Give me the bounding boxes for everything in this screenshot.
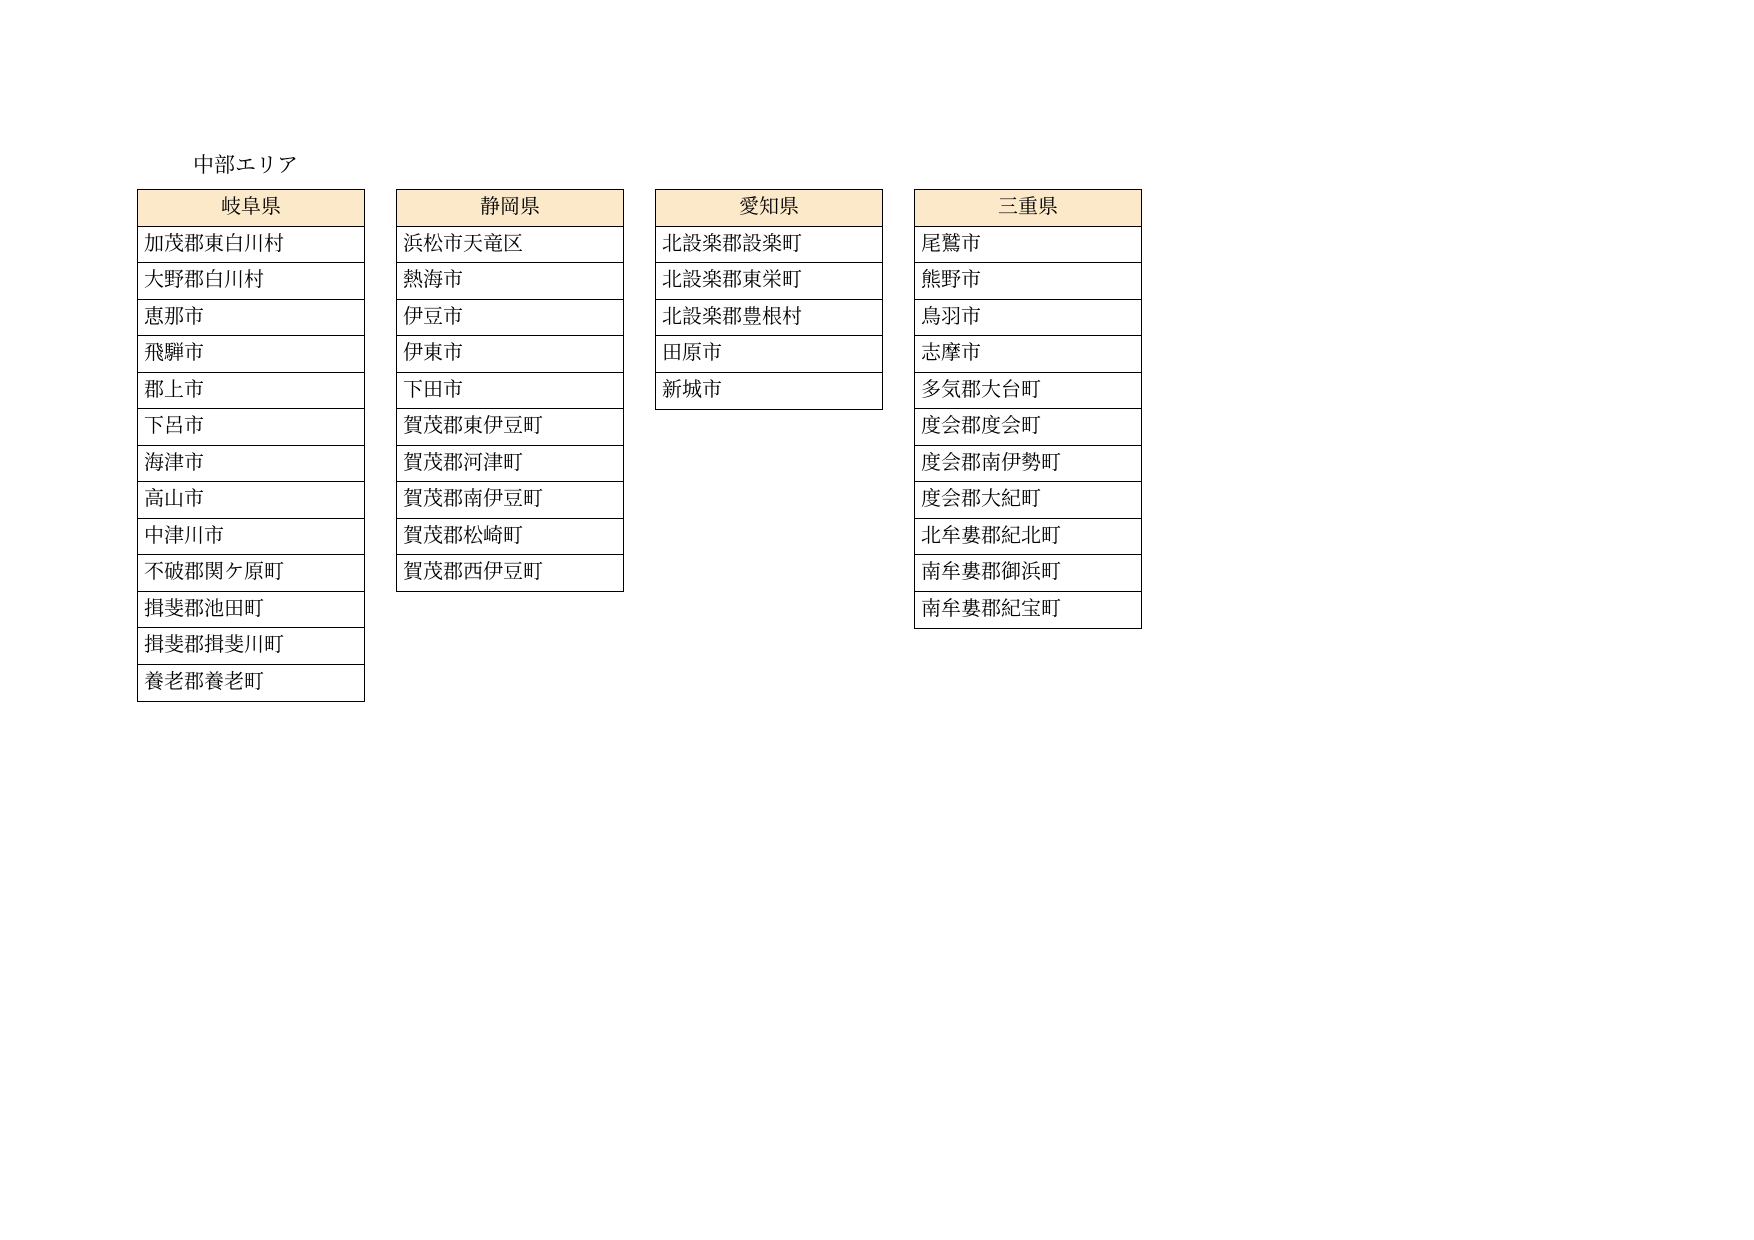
table-row: 浜松市天竜区 (396, 226, 624, 264)
table-row: 鳥羽市 (914, 299, 1142, 337)
table-row: 恵那市 (137, 299, 365, 337)
table-row: 南牟婁郡紀宝町 (914, 591, 1142, 629)
table-row: 下呂市 (137, 408, 365, 446)
table-row: 賀茂郡松崎町 (396, 518, 624, 556)
table-row: 養老郡養老町 (137, 664, 365, 702)
table-row: 伊豆市 (396, 299, 624, 337)
table-row: 賀茂郡東伊豆町 (396, 408, 624, 446)
table-row: 賀茂郡南伊豆町 (396, 481, 624, 519)
table-row: 南牟婁郡御浜町 (914, 554, 1142, 592)
table-row: 加茂郡東白川村 (137, 226, 365, 264)
table-row: 大野郡白川村 (137, 262, 365, 300)
table-header: 三重県 (914, 189, 1142, 227)
table-row: 度会郡大紀町 (914, 481, 1142, 519)
table-row: 新城市 (655, 372, 883, 410)
table-row: 熊野市 (914, 262, 1142, 300)
area-title: 中部エリア (193, 154, 298, 177)
table-gifu (137, 189, 365, 702)
table-row: 海津市 (137, 445, 365, 483)
table-header: 静岡県 (396, 189, 624, 227)
table-row: 北設楽郡東栄町 (655, 262, 883, 300)
table-row: 高山市 (137, 481, 365, 519)
table-row: 多気郡大台町 (914, 372, 1142, 410)
table-row: 中津川市 (137, 518, 365, 556)
table-row: 尾鷲市 (914, 226, 1142, 264)
table-row: 北設楽郡設楽町 (655, 226, 883, 264)
table-row: 揖斐郡池田町 (137, 591, 365, 629)
table-row: 下田市 (396, 372, 624, 410)
table-header: 愛知県 (655, 189, 883, 227)
table-row: 田原市 (655, 335, 883, 373)
table-row: 志摩市 (914, 335, 1142, 373)
table-row: 度会郡南伊勢町 (914, 445, 1142, 483)
table-aichi (655, 189, 883, 410)
table-row: 賀茂郡西伊豆町 (396, 554, 624, 592)
table-row: 度会郡度会町 (914, 408, 1142, 446)
table-mie (914, 189, 1142, 629)
table-row: 飛騨市 (137, 335, 365, 373)
table-header: 岐阜県 (137, 189, 365, 227)
table-row: 熱海市 (396, 262, 624, 300)
table-row: 北牟婁郡紀北町 (914, 518, 1142, 556)
table-row: 不破郡関ケ原町 (137, 554, 365, 592)
table-row: 賀茂郡河津町 (396, 445, 624, 483)
table-row: 揖斐郡揖斐川町 (137, 627, 365, 665)
table-row: 伊東市 (396, 335, 624, 373)
prefecture-tables (137, 189, 1142, 702)
table-shizuoka (396, 189, 624, 592)
table-row: 郡上市 (137, 372, 365, 410)
table-row: 北設楽郡豊根村 (655, 299, 883, 337)
